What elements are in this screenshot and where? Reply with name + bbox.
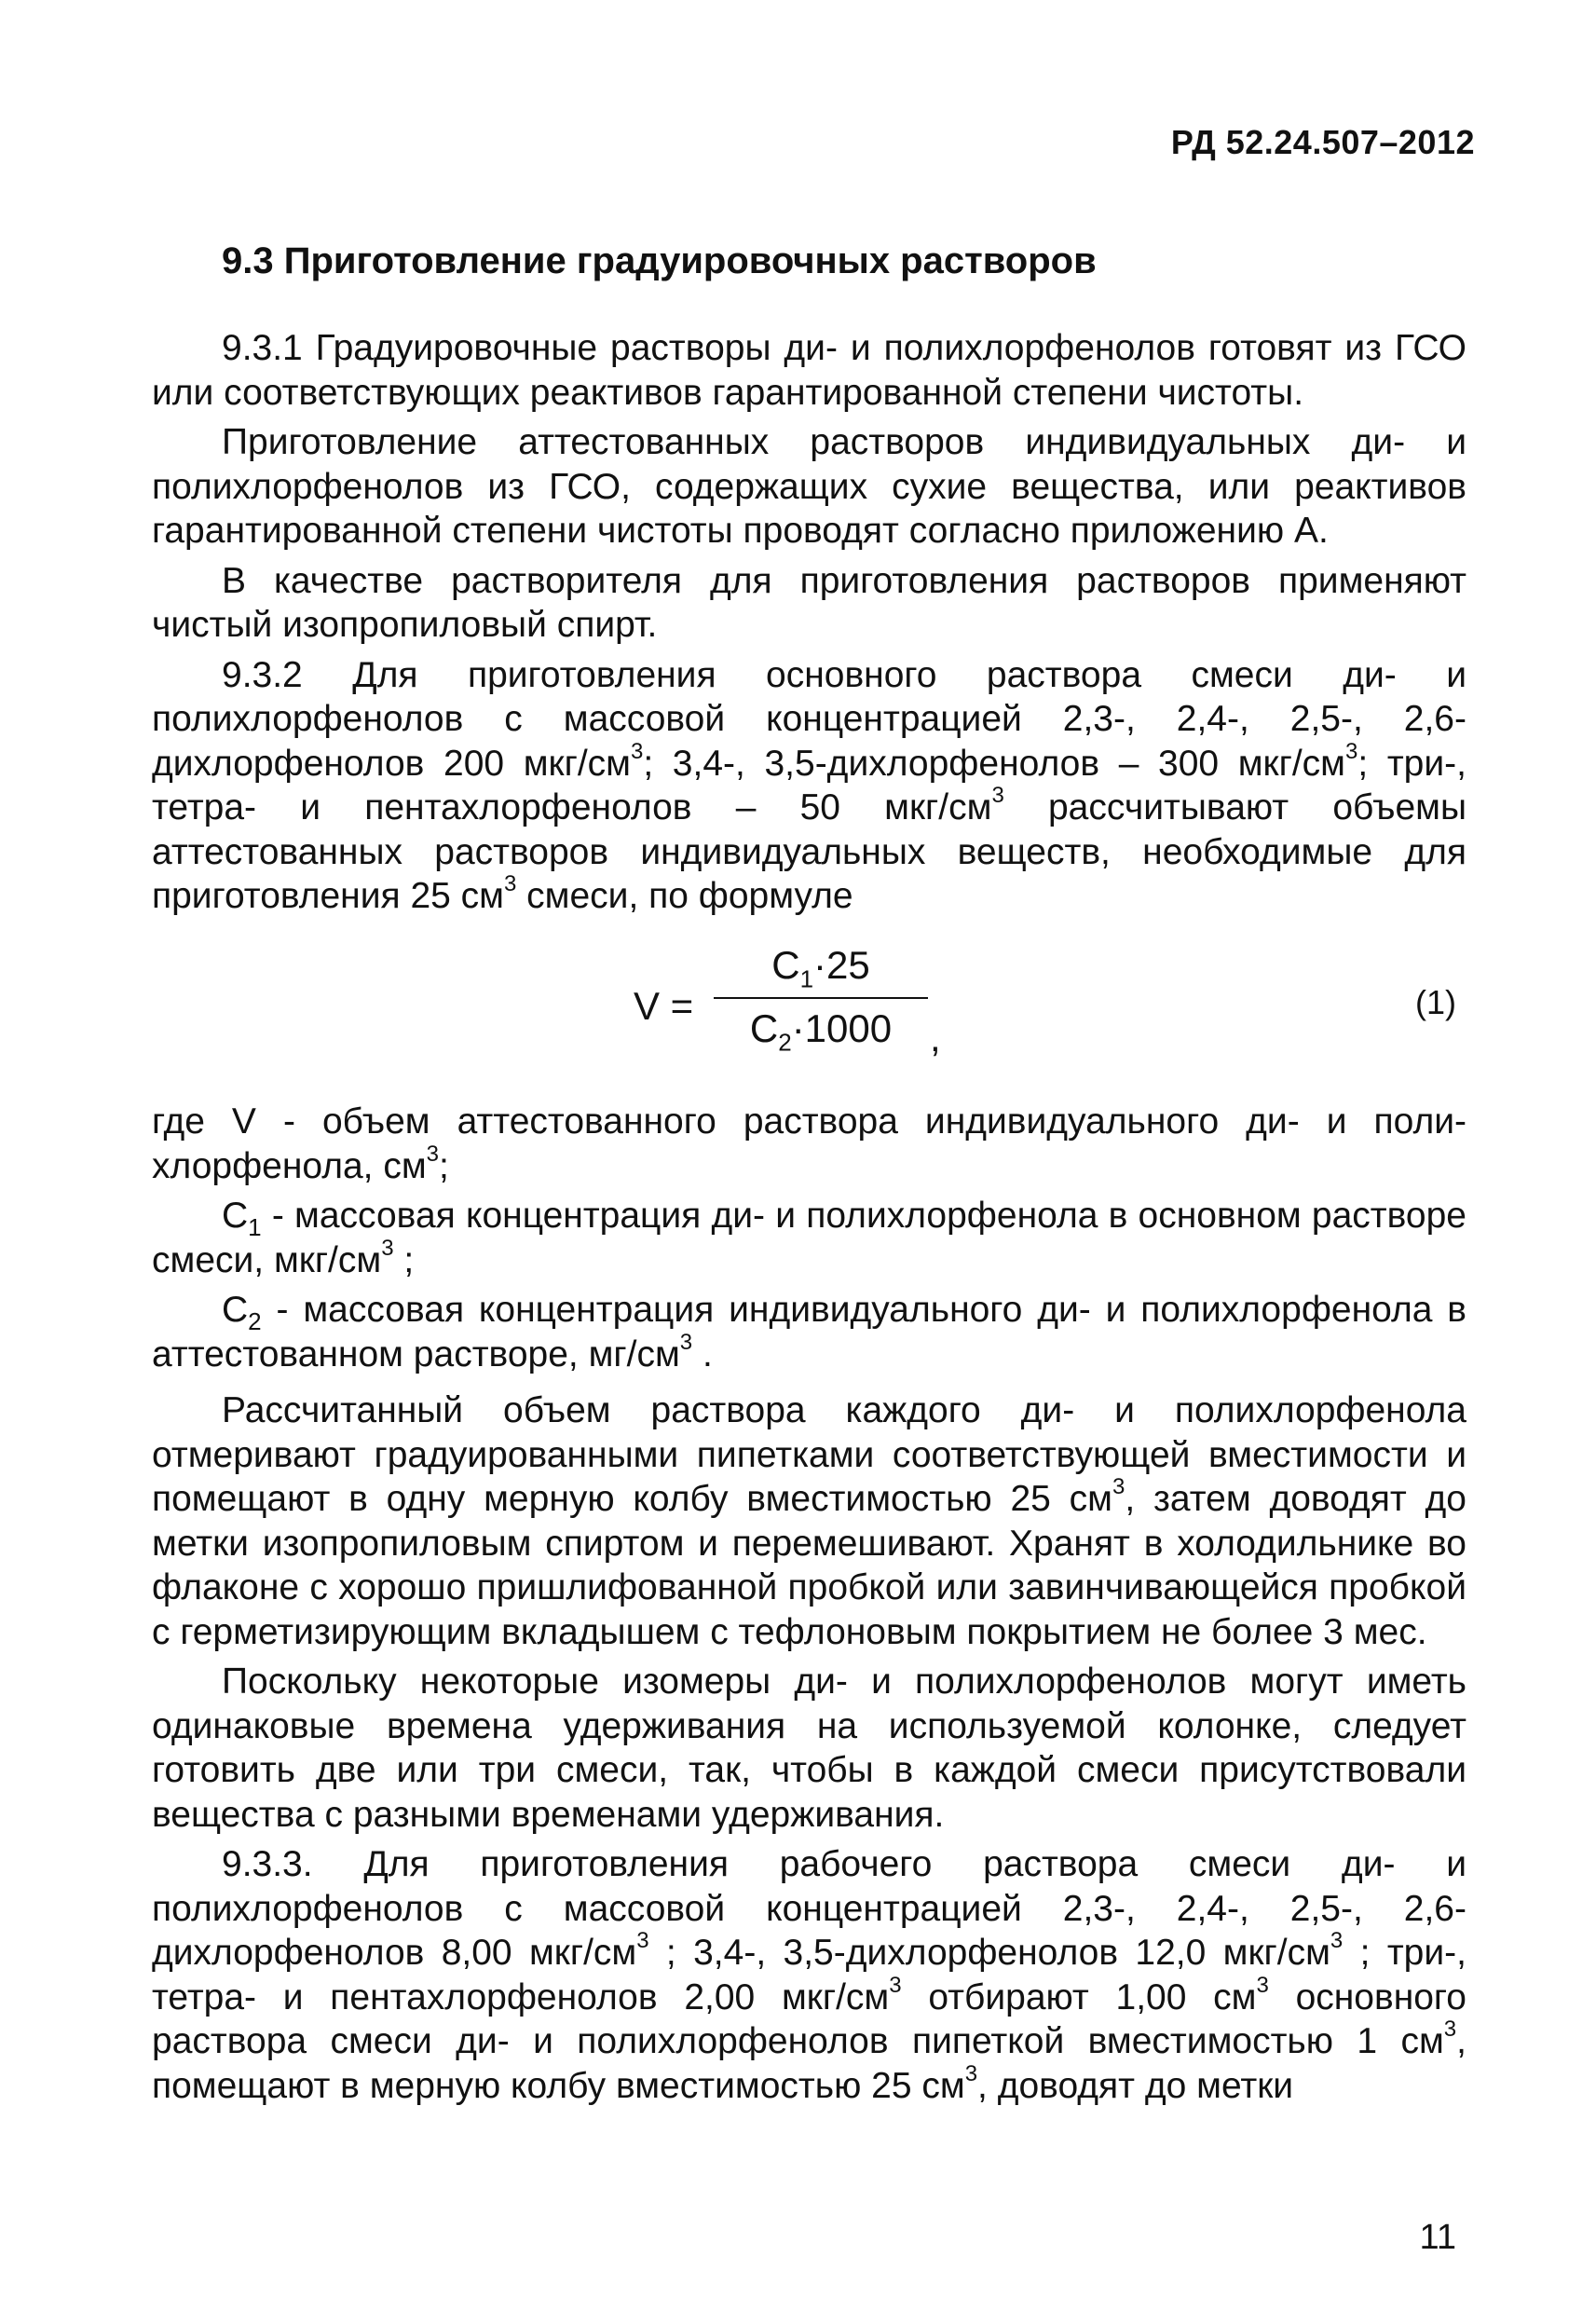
definition-c1-end: ; (393, 1239, 415, 1280)
c2-symbol: С (222, 1290, 249, 1330)
superscript-3: 3 (964, 2060, 978, 2086)
section-title: 9.3 Приготовление градуировочных растворов (222, 240, 1097, 281)
denominator-symbol: C (749, 1006, 779, 1050)
formula-1 (604, 941, 995, 1081)
definition-c1-text: - массовая концентрация ди- и полихлорфенола в основном растворе смеси, мкг/см (152, 1196, 1466, 1280)
paragraph-certified-solutions: Приготовление аттестованных растворов индивидуальных ди- и полихлорфенолов из ГСО, содержащих сухие вещества, или реактивов гарантированной степени чистоты проводят согласно приложению А. (152, 422, 1466, 551)
numerator-symbol: C (771, 943, 800, 987)
paragraphs-intro (152, 326, 1466, 919)
paragraph-isomers: Поскольку некоторые изомеры ди- и полихлорфенолов могут иметь одинаковые времена удерживания на используемой колонке, следует готовить две или три смеси, так, чтобы в каждой смеси присутствовали вещества с разными временами удерживания. (152, 1661, 1466, 1835)
p3-text-c: ; три-, тетра- и пентахлорфенолов 2,00 мкг/см (152, 1933, 1466, 2017)
p3-text-g: , доводят до метки (977, 2065, 1294, 2106)
formula-lhs: V = (634, 984, 694, 1028)
definition-c2 (152, 1288, 1466, 1376)
superscript-3: 3 (381, 1235, 394, 1261)
superscript-3: 3 (636, 1928, 649, 1953)
superscript-3: 3 (679, 1329, 693, 1355)
p932-text-3: ; три-, тетра- и пентахлорфенолов – 50 мкг/см (152, 743, 1466, 827)
definition-v-text: где V - объем аттестованного раствора индивидуального ди- и поли-хлорфенола, см (152, 1101, 1466, 1186)
definition-c2-end: . (692, 1333, 713, 1374)
numerator-rest: ·25 (813, 943, 870, 987)
formula-comma: , (930, 1016, 941, 1060)
definition-v (152, 1100, 1466, 1188)
paragraphs-procedure (152, 1388, 1466, 2108)
superscript-3: 3 (426, 1141, 440, 1167)
superscript-3: 3 (1344, 738, 1358, 764)
p3-text-f: , помещают в мерную колбу вместимостью 25 см (152, 2021, 1466, 2106)
definition-c1 (152, 1194, 1466, 1282)
document-code: РД 52.24.507–2012 (1170, 123, 1475, 161)
superscript-3: 3 (1330, 1928, 1344, 1953)
numerator-subscript: 1 (799, 964, 814, 993)
denominator-rest: ·1000 (791, 1006, 893, 1050)
superscript-3: 3 (1256, 1972, 1269, 1998)
definition-c2-text: - массовая концентрация индивидуального ди- и полихлорфенола в аттестованном растворе, мг/см (152, 1290, 1466, 1374)
c1-subscript: 1 (248, 1212, 262, 1241)
page-number: 11 (1419, 2218, 1456, 2257)
superscript-3: 3 (889, 1972, 902, 1998)
c2-subscript: 2 (248, 1306, 262, 1335)
p1-text-a: Рассчитанный объем раствора каждого ди- и полихлорфенола отмеривают градуированными пипетками соответствующей вместимости и помещают в одну мерную колбу вместимостью 25 см (152, 1390, 1466, 1519)
definition-v-end: ; (439, 1145, 449, 1186)
superscript-3: 3 (991, 783, 1004, 808)
equation-number: (1) (1415, 983, 1456, 1021)
superscript-3: 3 (503, 871, 517, 896)
p3-text-d: отбирают 1,00 см (901, 1976, 1257, 2017)
formula-fraction (714, 941, 928, 1057)
paragraph-933 (152, 1842, 1466, 2108)
p932-text-5: смеси, по формуле (516, 876, 853, 916)
denominator-subscript: 2 (778, 1028, 792, 1057)
p3-text-b: ; 3,4-, 3,5-дихлорфенолов 12,0 мкг/см (648, 1933, 1330, 1973)
definitions (152, 1100, 1466, 1376)
paragraph-932 (152, 653, 1466, 919)
c1-symbol: С (222, 1196, 249, 1236)
paragraph-measuring (152, 1388, 1466, 1654)
p932-text-1: 9.3.2 Для приготовления основного раствора смеси ди- и полихлорфенолов с массовой концентрацией 2,3-, 2,4-, 2,5-, 2,6-дихлорфенолов 200 мкг/см (152, 654, 1466, 784)
p932-text-2: ; 3,4-, 3,5-дихлорфенолов – 300 мкг/см (643, 743, 1345, 784)
formula-denominator (714, 1005, 928, 1057)
paragraph-solvent: В качестве растворителя для приготовления растворов применяют чистый изопропиловый спирт. (152, 560, 1466, 645)
fraction-bar (714, 997, 928, 999)
superscript-3: 3 (1443, 2017, 1457, 2042)
superscript-3: 3 (630, 738, 644, 764)
superscript-3: 3 (1112, 1474, 1125, 1499)
formula-numerator (714, 941, 928, 993)
paragraph-931: 9.3.1 Градуировочные растворы ди- и полихлорфенолов готовят из ГСО или соответствующих реактивов гарантированной степени чистоты. (152, 328, 1466, 413)
p3-text-a: 9.3.3. Для приготовления рабочего раствора смеси ди- и полихлорфенолов с массовой концентрацией 2,3-, 2,4-, 2,5-, 2,6-дихлорфенолов 8,00 мкг/см (152, 1844, 1466, 1973)
p3-text-e: основного раствора смеси ди- и полихлорфенолов пипеткой вместимостью 1 см (152, 1976, 1466, 2061)
p932-text-4: рассчитывают объемы аттестованных растворов индивидуальных веществ, необходимые для приготовления 25 см (152, 787, 1466, 916)
p1-text-b: , затем доводят до метки изопропиловым спиртом и перемешивают. Хранят в холодильнике во флаконе с хорошо пришлифованной пробкой или завинчивающейся пробкой с герметизирующим вкладышем с тефлоновым покрытием не более 3 мес. (152, 1479, 1466, 1652)
